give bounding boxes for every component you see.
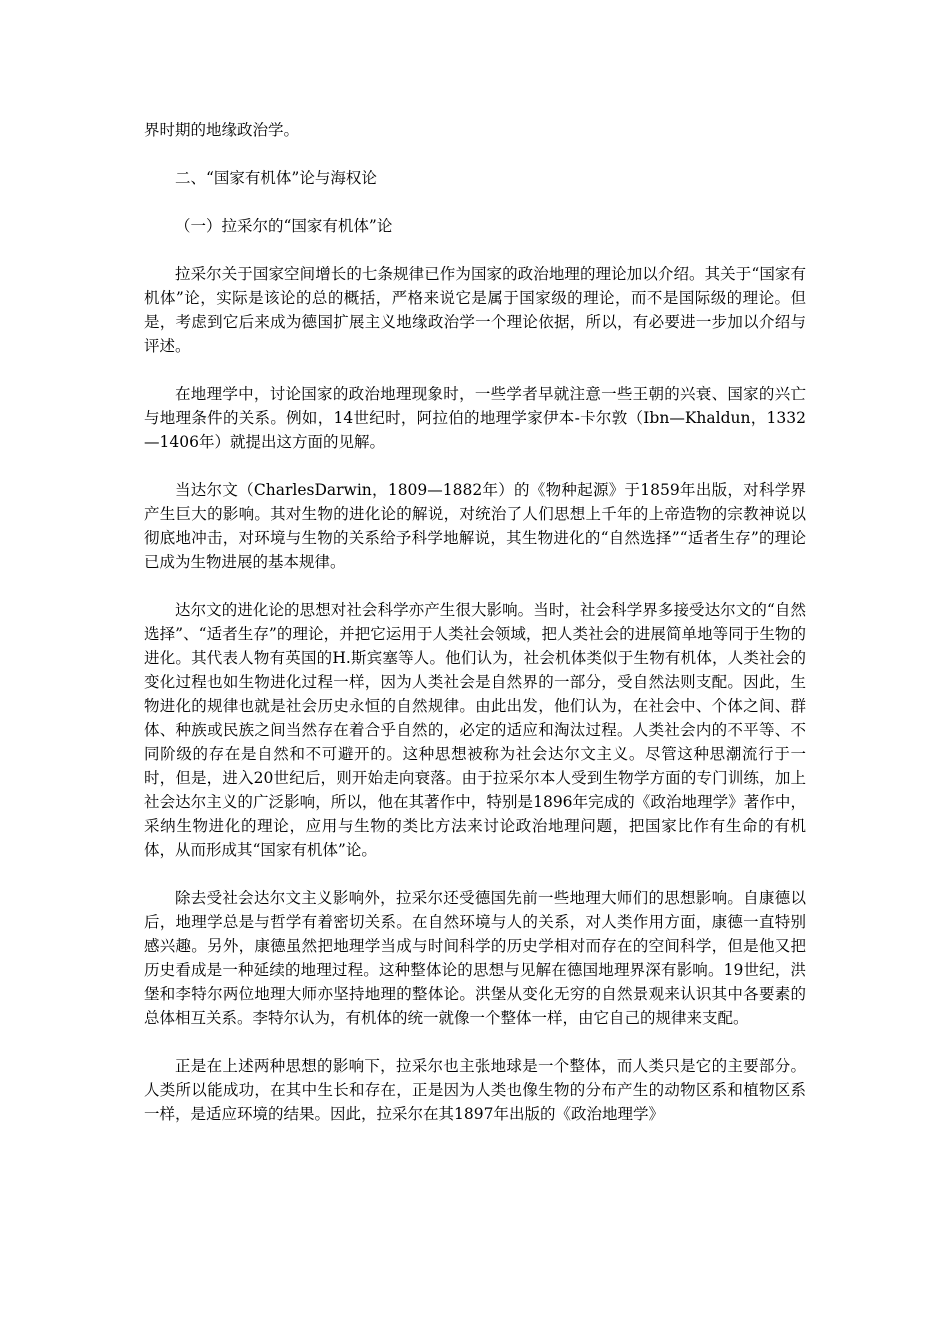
spacer	[144, 574, 806, 598]
spacer	[144, 238, 806, 262]
spacer	[144, 142, 806, 166]
paragraph: 正是在上述两种思想的影响下，拉采尔也主张地球是一个整体，而人类只是它的主要部分。人类所以能成功，在其中生长和存在，正是因为人类也像生物的分布产生的动物区系和植物区系一样，是适应环境的结果。因此，拉采尔在其1897年出版的《政治地理学》	[144, 1057, 806, 1123]
spacer	[144, 454, 806, 478]
paragraph: 达尔文的进化论的思想对社会科学亦产生很大影响。当时，社会科学界多接受达尔文的“自然选择”、“适者生存”的理论，并把它运用于人类社会领域，把人类社会的进展简单地等同于生物的进化。其代表人物有英国的H.斯宾塞等人。他们认为，社会机体类似于生物有机体，人类社会的变化过程也如生物进化过程一样，因为人类社会是自然界的一部分，受自然法则支配。因此，生物进化的规律也就是社会历史永恒的自然规律。由此出发，他们认为，在社会中、个体之间、群体、种族或民族之间当然存在着合乎自然的，必定的适应和淘汰过程。人类社会内的不平等、不同阶级的存在是自然和不可避开的。这种思想被称为社会达尔文主义。尽管这种思潮流行于一时，但是，进入20世纪后，则开始走向衰落。由于拉采尔本人受到生物学方面的专门训练，加上社会达尔主义的广泛影响，所以，他在其著作中，特别是1896年完成的《政治地理学》著作中，采纳生物进化的理论，应用与生物的类比方法来讨论政治地理问题，把国家比作有生命的有机体，从而形成其“国家有机体”论。	[144, 601, 806, 859]
lead-line: 界时期的地缘政治学。	[144, 121, 300, 139]
section-heading: 二、“国家有机体”论与海权论	[175, 169, 377, 187]
paragraph: 拉采尔关于国家空间增长的七条规律已作为国家的政治地理的理论加以介绍。其关于“国家有机体”论，实际是该论的总的概括，严格来说它是属于国家级的理论，而不是国际级的理论。但是，考虑到它后来成为德国扩展主义地缘政治学一个理论依据，所以，有必要进一步加以介绍与评述。	[144, 265, 806, 355]
spacer	[144, 358, 806, 382]
subsection-heading: （一）拉采尔的“国家有机体”论	[175, 217, 393, 235]
paragraph: 除去受社会达尔文主义影响外，拉采尔还受德国先前一些地理大师们的思想影响。自康德以后，地理学总是与哲学有着密切关系。在自然环境与人的关系，对人类作用方面，康德一直特别感兴趣。另外，康德虽然把地理学当成与时间科学的历史学相对而存在的空间科学，但是他又把历史看成是一种延续的地理过程。这种整体论的思想与见解在德国地理界深有影响。19世纪，洪堡和李特尔两位地理大师亦坚持地理的整体论。洪堡从变化无穷的自然景观来认识其中各要素的总体相互关系。李特尔认为，有机体的统一就像一个整体一样，由它自己的规律来支配。	[144, 889, 806, 1027]
paragraph: 在地理学中，讨论国家的政治地理现象时，一些学者早就注意一些王朝的兴衰、国家的兴亡与地理条件的关系。例如，14世纪时，阿拉伯的地理学家伊本-卡尔敦（Ibn—Khaldun，1332—1406年）就提出这方面的见解。	[144, 385, 806, 451]
spacer	[144, 190, 806, 214]
spacer	[144, 862, 806, 886]
spacer	[144, 1030, 806, 1054]
document-page	[144, 118, 806, 1126]
paragraph: 当达尔文（CharlesDarwin，1809—1882年）的《物种起源》于1859年出版，对科学界产生巨大的影响。其对生物的进化论的解说，对统治了人们思想上千年的上帝造物的宗教神说以彻底地冲击，对环境与生物的关系给予科学地解说，其生物进化的“自然选择”“适者生存”的理论已成为生物进展的基本规律。	[144, 481, 806, 571]
